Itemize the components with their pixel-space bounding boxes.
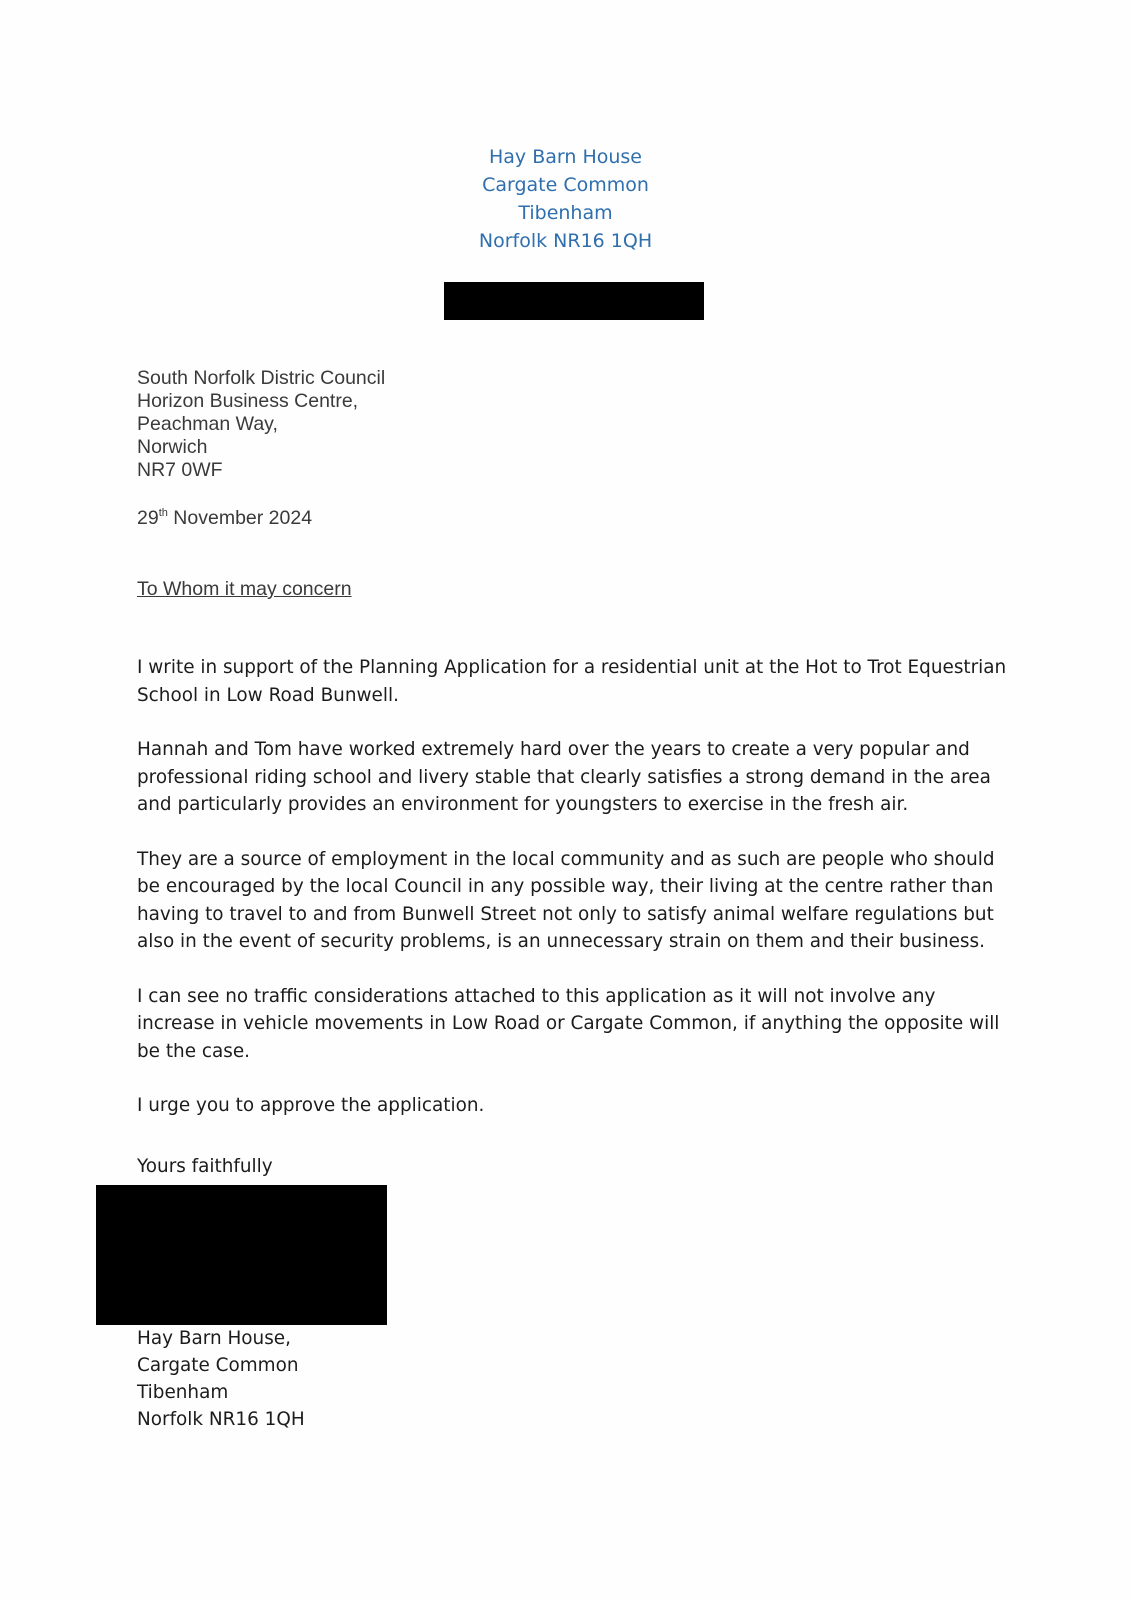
signatory-address <box>137 1325 305 1433</box>
recipient-address-line: Norwich <box>137 436 208 458</box>
recipient-address-line: NR7 0WF <box>137 459 223 481</box>
recipient-address-line: Horizon Business Centre, <box>137 390 359 412</box>
letter-body <box>137 654 1007 1147</box>
recipient-address-line: South Norfolk Distric Council <box>137 367 386 389</box>
date-suffix: th <box>158 507 168 519</box>
redaction-block <box>444 282 704 320</box>
signatory-address-line: Cargate Common <box>137 1355 299 1376</box>
signature-redaction-block <box>96 1185 387 1325</box>
signatory-address-line: Norfolk NR16 1QH <box>137 1409 305 1430</box>
recipient-address <box>137 367 385 482</box>
letter-date <box>137 507 312 530</box>
recipient-address-line: Peachman Way, <box>137 413 278 435</box>
sender-address-line: Norfolk NR16 1QH <box>478 230 653 252</box>
body-paragraph: I can see no traffic considerations attached to this application as it will not involve any increase in vehicle movements in Low Road or Cargate Common, if anything the opposite will be the case. <box>137 985 1000 1062</box>
body-paragraph: Hannah and Tom have worked extremely hard over the years to create a very popular and professional riding school and livery stable that clearly satisfies a strong demand in the area and particularly provides an environment for youngsters to exercise in the fresh air. <box>137 739 991 815</box>
sender-address-header <box>0 143 1131 255</box>
sender-address-line: Tibenham <box>518 202 613 224</box>
signatory-address-line: Hay Barn House, <box>137 1328 291 1349</box>
body-paragraph: They are a source of employment in the local community and as such are people who should be encouraged by the local Council in any possible way, their living at the centre rather than having to travel to and from Bunwell Street not only to satisfy animal welfare regulations but also in the event of security problems, is an unnecessary strain on them and their business. <box>137 848 995 952</box>
sender-address-line: Hay Barn House <box>489 146 642 168</box>
body-paragraph: I write in support of the Planning Application for a residential unit at the Hot to Trot Equestrian School in Low Road Bunwell. <box>137 657 1007 706</box>
date-month-year: November 2024 <box>167 507 313 529</box>
signatory-address-line: Tibenham <box>137 1382 229 1403</box>
body-paragraph: I urge you to approve the application. <box>137 1095 485 1116</box>
closing: Yours faithfully <box>137 1156 273 1177</box>
sender-address-line: Cargate Common <box>482 174 649 196</box>
date-day: 29 <box>137 507 159 529</box>
salutation: To Whom it may concern <box>137 578 352 600</box>
